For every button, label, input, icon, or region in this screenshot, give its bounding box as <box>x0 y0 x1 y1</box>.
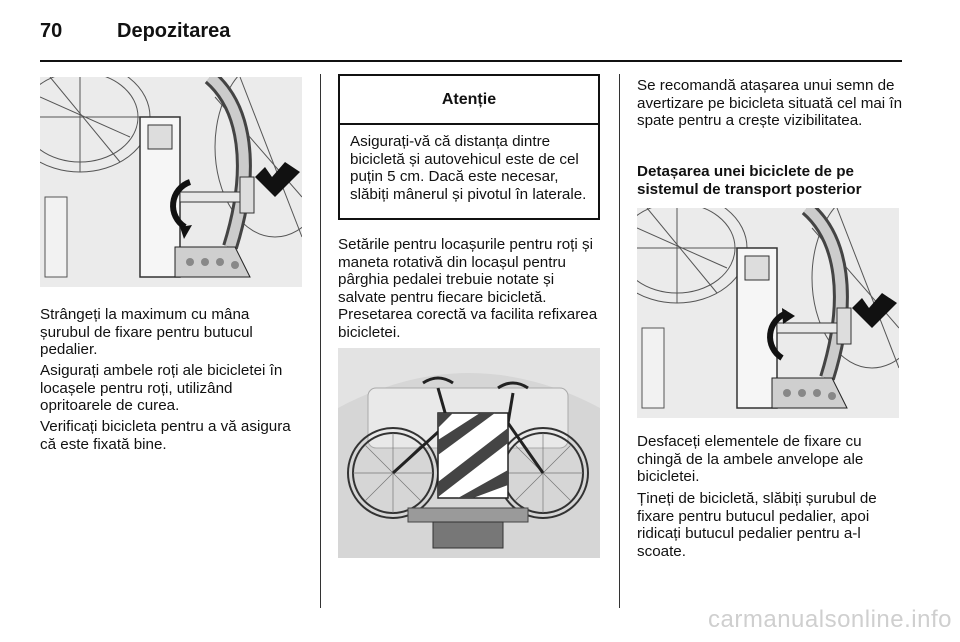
column-divider-right <box>619 74 620 608</box>
paragraph-remove-hub: Țineți de bicicletă, slăbiți șurubul de fixare pentru butucul pedalier, apoi ridicați butucul pedalier pentru a-l scoate. <box>637 490 877 560</box>
column-divider-left <box>320 74 321 608</box>
paragraph-warning-sign: Se recomandă atașarea unui semn de avertizare pe bicicleta situată cel mai în spate pentru a crește vizibilitatea. <box>637 77 903 129</box>
paragraph-undo-straps: Desfaceți elementele de fixare cu chingă de la ambele anvelope ale bicicletei. <box>637 433 864 485</box>
paragraph-secure-wheels: Asigurați ambele roți ale bicicletei în locașele pentru roți, utilizând opritoarele de curea. <box>40 362 283 414</box>
paragraph-check-bike: Verificați bicicleta pentru a vă asigura că este fixată bine. <box>40 418 291 453</box>
illustration-pedal-clamp-release <box>637 208 899 418</box>
footer-watermark: carmanualsonline.info <box>708 606 952 633</box>
illustration-bikes-on-carrier <box>338 348 600 558</box>
illustration-pedal-clamp-tighten <box>40 77 302 287</box>
page-number: 70 <box>40 20 63 42</box>
paragraph-tighten-screw: Strângeți la maximum cu mâna șurubul de fixare pentru butucul pedalier. <box>40 306 253 358</box>
section-heading-remove-bike: Detașarea unei biciclete de pe sistemul de transport posterior <box>637 163 862 198</box>
page-title: Depozitarea <box>117 20 231 42</box>
header-rule <box>40 60 902 62</box>
warning-title: Atenție <box>340 76 598 125</box>
warning-text: Asigurați-vă că distanța dintre bicicletă și autovehicul este de cel puțin 5 cm. Dacă este necesar, slăbiți mânerul și pivotul în laterale. <box>350 133 587 203</box>
warning-box <box>338 74 600 220</box>
paragraph-settings: Setările pentru locașurile pentru roți și maneta rotativă din locașul pentru pârghia pedalei trebuie notate și salvate pentru fiecare bicicletă. Presetarea corectă va facilita refixarea bicicletei. <box>338 236 598 341</box>
